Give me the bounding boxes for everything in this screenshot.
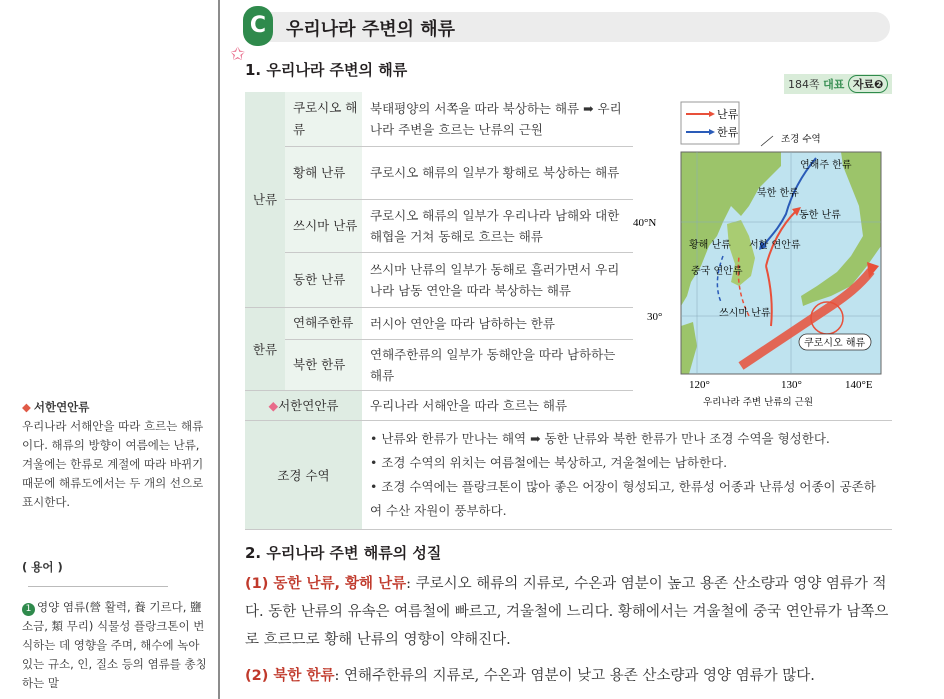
table-row <box>245 420 892 529</box>
label-lon-120: 120° <box>689 379 710 391</box>
current-name: 황해 난류 <box>285 146 362 199</box>
paragraph-2-label: (2) 북한 한류 <box>245 668 335 684</box>
current-name: 쿠로시오 해류 <box>285 92 362 146</box>
term-number-badge: 1 <box>22 603 35 616</box>
category-warm: 난류 <box>245 92 285 307</box>
current-desc: 쓰시마 난류의 일부가 동해로 흘러가면서 우리나라 남동 연안을 따라 북상하는 해류 <box>362 252 633 307</box>
terms-box <box>22 558 208 693</box>
label-kuroshio: 쿠로시오 해류 <box>804 338 866 349</box>
currents-map <box>631 96 889 412</box>
current-desc: 북태평양의 서쪽을 따라 북상하는 해류 ➡ 우리나라 주변을 흐르는 난류의 근원 <box>362 92 633 146</box>
sea-zone-pointer <box>761 136 773 146</box>
section-badge: C <box>243 6 273 46</box>
sea-point: • 조경 수역의 위치는 여름철에는 북상하고, 겨울철에는 남하한다. <box>370 454 728 470</box>
sea-zone-desc <box>362 420 892 529</box>
paragraph-1 <box>245 570 895 654</box>
terms-body <box>22 598 208 693</box>
west-current-name-text: 서한연안류 <box>278 398 339 413</box>
label-lat-40: 40°N <box>633 217 657 229</box>
map-caption: 우리나라 주변 난류의 근원 <box>703 397 814 408</box>
paragraph-1-text: : 쿠로시오 해류의 지류로, 수온과 염분이 높고 용존 산소량과 영양 염류가 적다. 동한 난류의 유속은 여름철에 빠르고, 겨울철에 느리다. 황해에서는 겨울철에 중국 연안류가 남쪽으로 흐르므로 황해 난류의 영향이 약해진다. <box>245 576 889 648</box>
ref-page: 184쪽 <box>788 78 820 91</box>
paragraph-2-text: : 연해주한류의 지류로, 수온과 염분이 낮고 용존 산소량과 영양 염류가 많다. <box>334 668 815 684</box>
section-title: 우리나라 주변의 해류 <box>286 19 456 40</box>
west-current-name <box>245 390 362 420</box>
diamond-icon: ◆ <box>268 398 279 413</box>
note-title <box>22 398 208 417</box>
category-cold: 한류 <box>245 307 285 390</box>
label-lat-30: 30° <box>647 311 663 323</box>
current-name: 연해주한류 <box>285 307 362 339</box>
legend-cold-label: 한류 <box>717 126 739 139</box>
label-tsushima: 쓰시마 난류 <box>719 308 771 319</box>
terms-title: ( 용어 ) <box>22 558 208 596</box>
terms-title-text: 용어 <box>31 560 54 574</box>
label-lon-140: 140°E <box>845 379 873 391</box>
current-desc: 연해주한류의 일부가 동해안을 따라 남하하는 해류 <box>362 339 633 390</box>
label-hwanghae: 황해 난류 <box>689 240 731 251</box>
current-desc: 쿠로시오 해류의 일부가 우리나라 남해와 대한 해협을 거쳐 동해로 흐르는 해류 <box>362 199 633 252</box>
legend-warm-label: 난류 <box>717 108 739 121</box>
sea-zone-map-label: 조경 수역 <box>781 134 821 145</box>
current-name: 북한 한류 <box>285 339 362 390</box>
ref-bubble-text: 자료 <box>852 78 875 91</box>
sea-point: • 난류와 한류가 만나는 해역 ➡ 동한 난류와 북한 한류가 만나 조경 수역을 형성한다. <box>370 430 830 446</box>
label-bukhan: 북한 한류 <box>757 188 799 199</box>
label-yeonhae: 연해주 한류 <box>800 160 852 171</box>
ref-bubble <box>848 75 889 93</box>
sidebar-divider <box>218 0 220 699</box>
sea-point: • 조경 수역에는 플랑크톤이 많아 좋은 어장이 형성되고, 한류성 어종과 난류성 어종이 공존하여 수산 자원이 풍부하다. <box>370 478 876 518</box>
current-desc: 러시아 연안을 따라 남하하는 한류 <box>362 307 633 339</box>
paragraph-2 <box>245 662 895 690</box>
current-name: 쓰시마 난류 <box>285 199 362 252</box>
ref-label: 대표 <box>823 78 845 91</box>
current-desc: 쿠로시오 해류의 일부가 황해로 북상하는 해류 <box>362 146 633 199</box>
label-china: 중국 연안류 <box>691 266 743 277</box>
subsection-title-1: 1. 우리나라 주변의 해류 <box>245 61 408 79</box>
note-title-text: 서한연안류 <box>33 400 90 414</box>
current-name: 동한 난류 <box>285 252 362 307</box>
star-icon: ✩ <box>230 44 246 65</box>
terms-rule <box>28 586 168 587</box>
reference-tag <box>784 74 892 94</box>
sidebar-note <box>22 398 208 512</box>
label-donghan: 동한 난류 <box>799 210 841 221</box>
note-body: 우리나라 서해안을 따라 흐르는 해류이다. 해류의 방향이 여름에는 난류, 겨울에는 한류로 계절에 따라 바뀌기 때문에 해류도에서는 두 개의 선으로 표시한다. <box>22 419 204 509</box>
ref-bubble-num: ❷ <box>874 78 884 91</box>
diamond-icon: ◆ <box>22 400 31 414</box>
sea-zone-label: 조경 수역 <box>245 420 362 529</box>
label-seohan: 서한 연안류 <box>749 240 801 251</box>
terms-body-text: 영양 염류(營 활력, 養 기르다, 鹽 소금, 類 무리) 식물성 플랑크톤이 번식하는 데 영향을 주며, 해수에 녹아 있는 규소, 인, 질소 등의 염류를 총칭하는 말 <box>22 600 207 690</box>
subsection-title-2: 2. 우리나라 주변 해류의 성질 <box>245 544 442 562</box>
paragraph-1-label: (1) 동한 난류, 황해 난류 <box>245 576 407 592</box>
west-current-desc: 우리나라 서해안을 따라 흐르는 해류 <box>362 390 633 420</box>
label-lon-130: 130° <box>781 379 802 391</box>
